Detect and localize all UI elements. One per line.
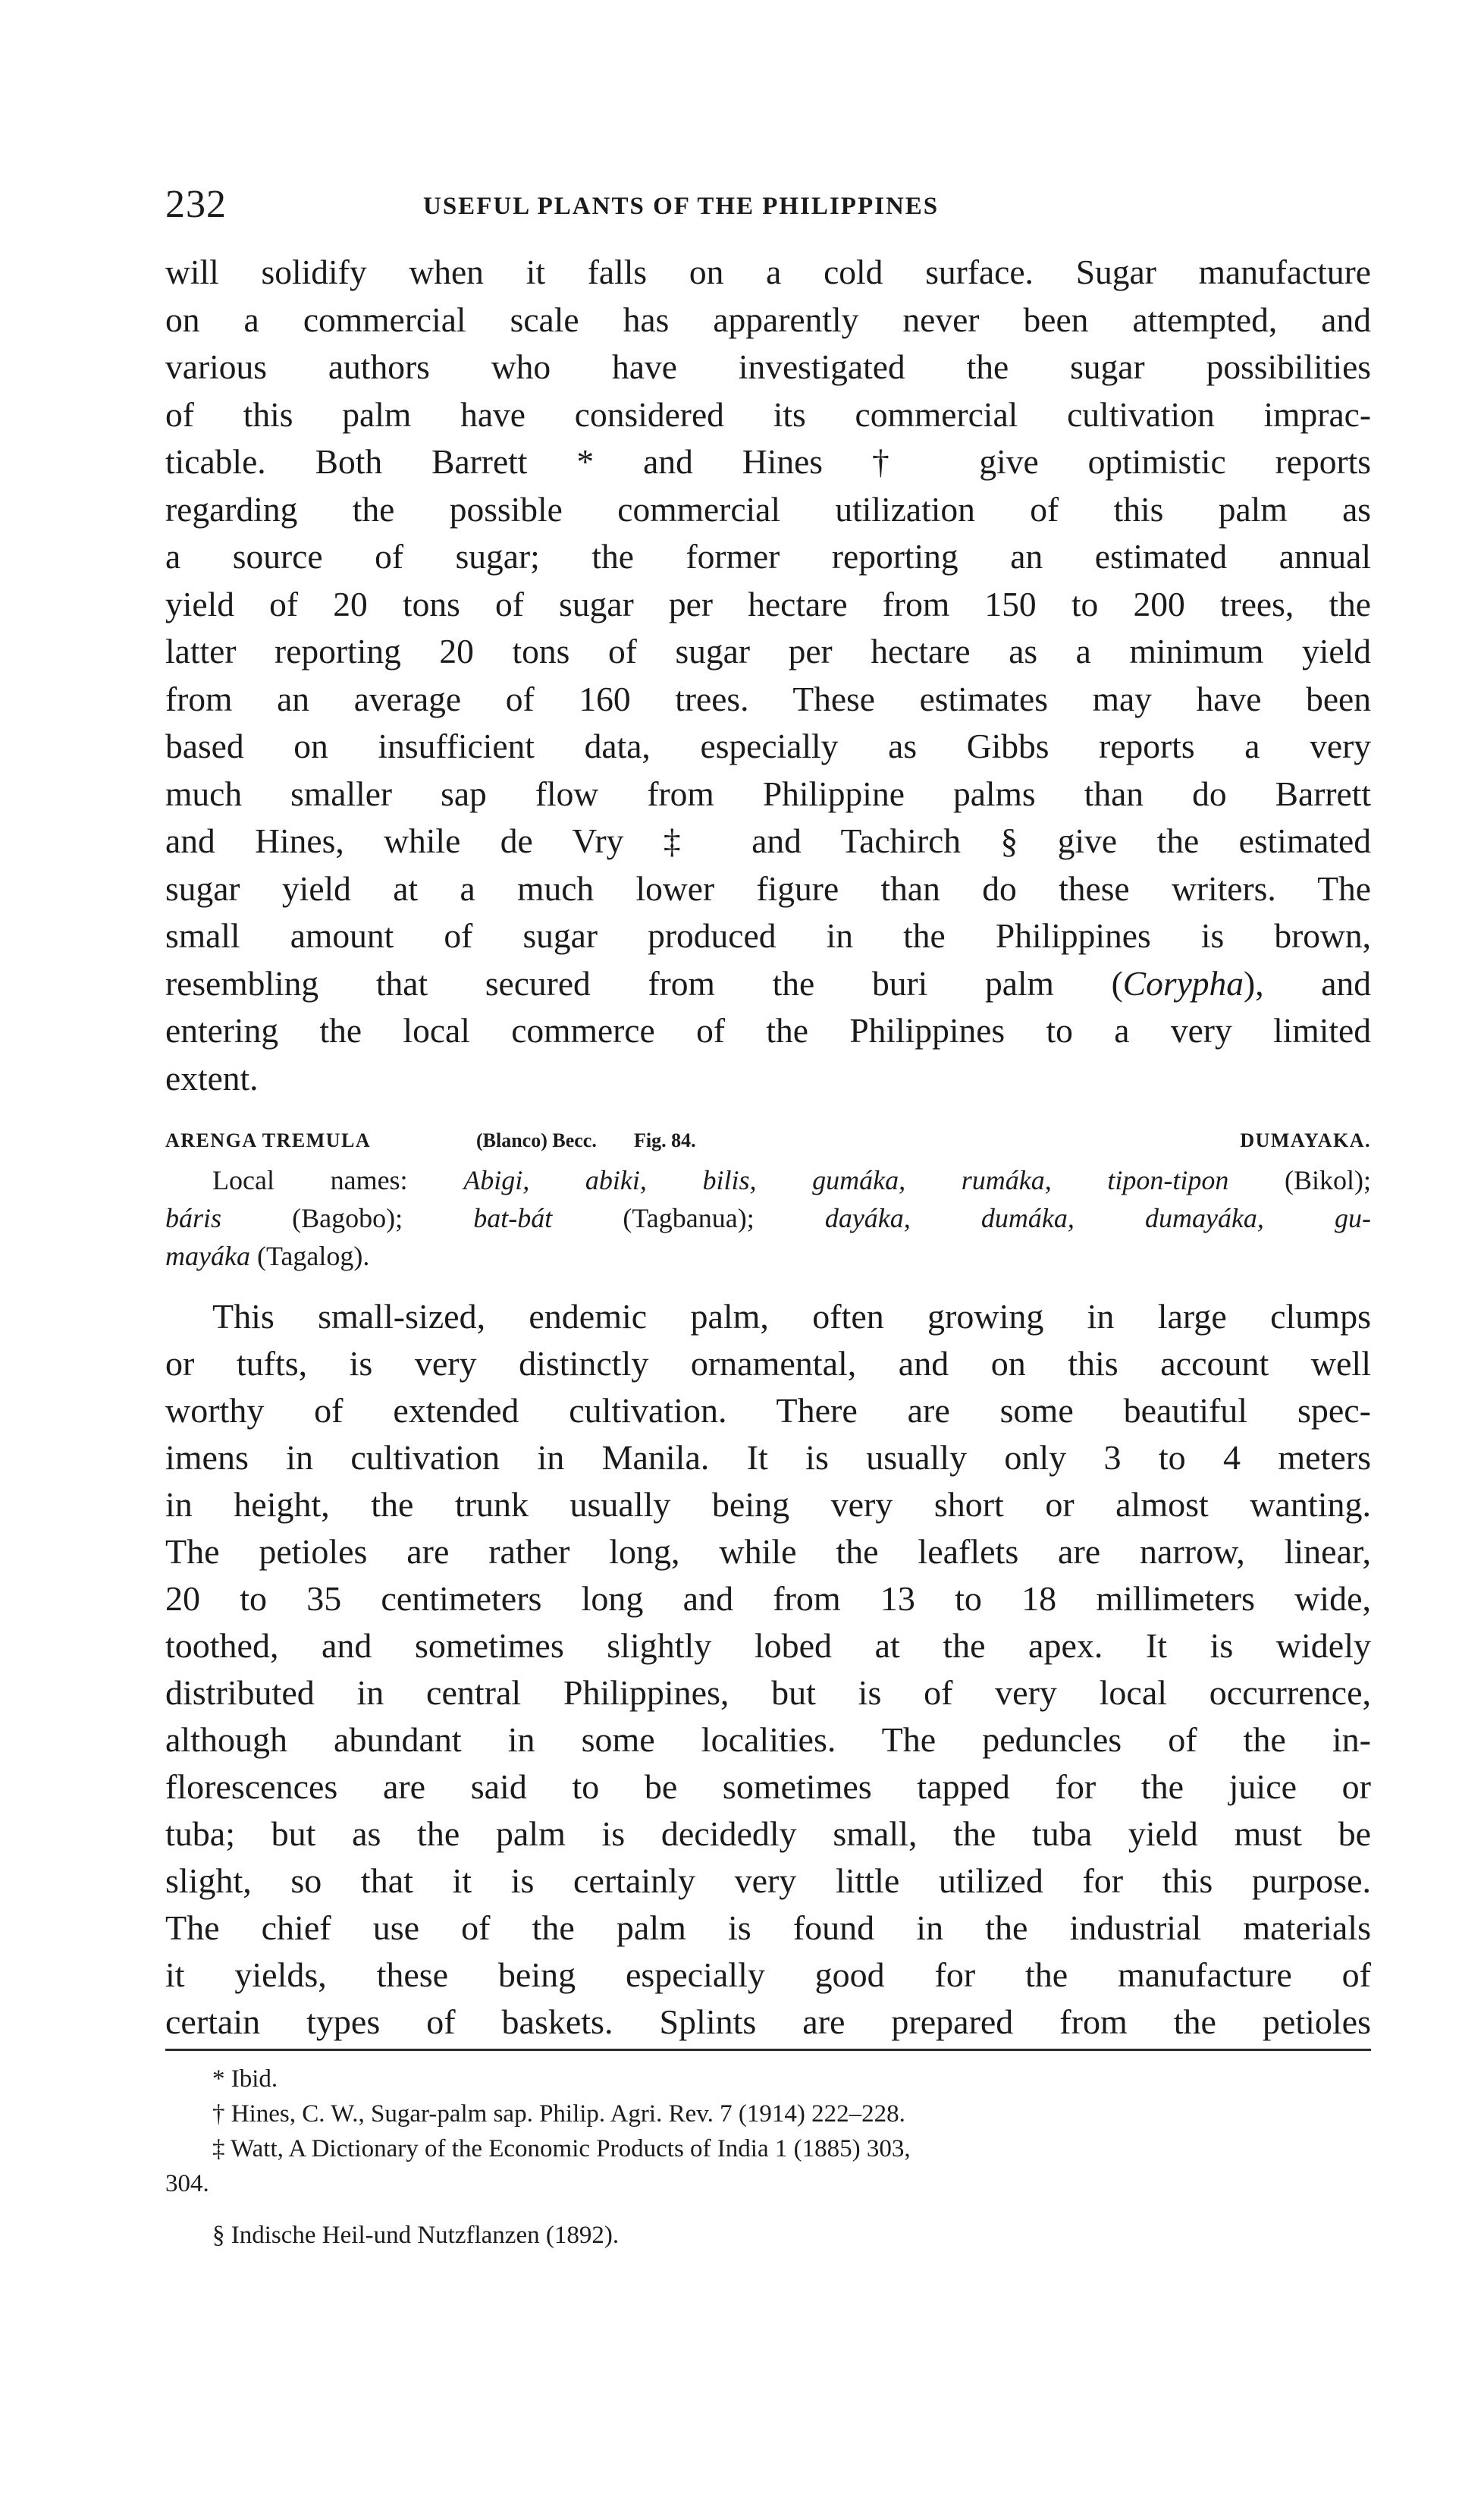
- tagalog-names: dayáka, dumáka, dumayáka, gu-: [824, 1203, 1372, 1233]
- footnote-watt-continued: 304.: [165, 2170, 209, 2197]
- local-names-line: [165, 1199, 1371, 1237]
- text-line: much smaller sap flow from Philippine palms than do Barrett: [165, 774, 1371, 813]
- text-line: imens in cultivation in Manila. It is usually only 3 to 4 meters: [165, 1438, 1371, 1477]
- text-line: This small-sized, endemic palm, often growing in large clumps: [212, 1297, 1371, 1336]
- text-line: sugar yield at a much lower figure than do these writers. The: [165, 868, 1371, 908]
- genus-name: Corypha: [1122, 963, 1244, 1003]
- tagbanua-names: bat-bát: [473, 1203, 553, 1233]
- text-line: from an average of 160 trees. These estimates may have been: [165, 679, 1371, 718]
- footnote-ibid: * Ibid.: [212, 2065, 278, 2093]
- page-number: 232: [165, 183, 227, 226]
- paragraph-sugar: [165, 249, 1371, 1102]
- text-line: tuba; but as the palm is decidedly small, the tuba yield must be: [165, 1814, 1371, 1853]
- text-line: although abundant in some localities. The peduncles of the in-: [165, 1720, 1371, 1759]
- local-names: [165, 1161, 1371, 1275]
- footnote-indische: § Indische Heil-und Nutzflanzen (1892).: [212, 2222, 620, 2249]
- species-heading: [165, 1119, 1371, 1161]
- text-line: slight, so that it is certainly very little utilized for this purpose.: [165, 1861, 1371, 1900]
- text-line: will solidify when it falls on a cold surface. Sugar manufacture: [165, 253, 1371, 291]
- text-line-corypha: [165, 960, 1371, 1008]
- running-title: USEFUL PLANTS OF THE PHILIPPINES: [423, 193, 940, 220]
- text-line: or tufts, is very distinctly ornamental, and on this account well: [165, 1344, 1371, 1383]
- text-line: and Hines, while de Vry ‡ and Tachirch § give the estimated: [165, 821, 1371, 860]
- tagalog-names: mayáka: [165, 1241, 250, 1271]
- footnote-rule: [165, 2049, 1371, 2051]
- text-line: entering the local commerce of the Philippines to a very limited: [165, 1011, 1371, 1050]
- running-head: [165, 182, 1371, 235]
- bikol-names: Abigi, abiki, bilis, gumáka, rumáka, tipon-tipon: [463, 1165, 1229, 1195]
- book-page: [165, 182, 1371, 2253]
- text-line: The petioles are rather long, while the leaflets are narrow, linear,: [165, 1532, 1371, 1571]
- bagobo-names: báris: [165, 1203, 222, 1233]
- footnote-hines: † Hines, C. W., Sugar-palm sap. Philip. Agri. Rev. 7 (1914) 222–228.: [212, 2100, 905, 2128]
- text-line: latter reporting 20 tons of sugar per hectare as a minimum yield: [165, 632, 1371, 671]
- text-segment: ), and: [1244, 963, 1371, 1003]
- common-name: DUMAYAKA.: [1240, 1129, 1371, 1151]
- text-line: ticable. Both Barrett * and Hines † give optimistic reports: [165, 442, 1371, 481]
- language-label: (Tagbanua);: [623, 1203, 755, 1233]
- text-line: a source of sugar; the former reporting an estimated annual: [165, 537, 1371, 576]
- text-line: of this palm have considered its commercial cultivation imprac-: [165, 394, 1371, 434]
- text-segment: resembling that secured from the buri palm (: [165, 963, 1123, 1003]
- species-name: ARENGA TREMULA: [165, 1129, 372, 1151]
- text-line: toothed, and sometimes slightly lobed at the apex. It is widely: [165, 1626, 1371, 1665]
- text-line: it yields, these being especially good for the manufacture of: [165, 1955, 1371, 1994]
- text-line: florescences are said to be sometimes tapped for the juice or: [165, 1767, 1371, 1806]
- local-names-label: Local names:: [212, 1165, 408, 1195]
- paragraph-arenga-tremula: [165, 1293, 1371, 2046]
- language-label: (Bagobo);: [292, 1203, 403, 1233]
- text-line: in height, the trunk usually being very short or almost wanting.: [165, 1485, 1371, 1524]
- text-line: distributed in central Philippines, but is of very local occurrence,: [165, 1673, 1371, 1712]
- local-names-line: [165, 1161, 1371, 1199]
- text-line: various authors who have investigated the sugar possibilities: [165, 347, 1371, 386]
- text-line: regarding the possible commercial utilization of this palm as: [165, 489, 1371, 529]
- text-line: small amount of sugar produced in the Philippines is brown,: [165, 916, 1371, 955]
- local-names-line: [165, 1237, 1371, 1275]
- footnote-watt: ‡ Watt, A Dictionary of the Economic Products of India 1 (1885) 303,: [212, 2135, 911, 2162]
- text-line: on a commercial scale has apparently never been attempted, and: [165, 300, 1371, 339]
- text-line: The chief use of the palm is found in the industrial materials: [165, 1908, 1371, 1947]
- figure-reference: Fig. 84.: [634, 1129, 696, 1151]
- species-author: (Blanco) Becc.: [476, 1129, 597, 1151]
- language-label: (Tagalog).: [256, 1241, 370, 1271]
- text-line: yield of 20 tons of sugar per hectare from 150 to 200 trees, the: [165, 584, 1371, 623]
- text-line: extent.: [165, 1058, 259, 1098]
- text-line: worthy of extended cultivation. There are some beautiful spec-: [165, 1391, 1371, 1430]
- footnotes: [165, 2062, 1371, 2253]
- language-label: (Bikol);: [1285, 1165, 1371, 1195]
- text-line: 20 to 35 centimeters long and from 13 to 18 millimeters wide,: [165, 1579, 1371, 1618]
- text-line: based on insufficient data, especially as Gibbs reports a very: [165, 727, 1371, 765]
- text-line: certain types of baskets. Splints are prepared from the petioles: [165, 2002, 1371, 2041]
